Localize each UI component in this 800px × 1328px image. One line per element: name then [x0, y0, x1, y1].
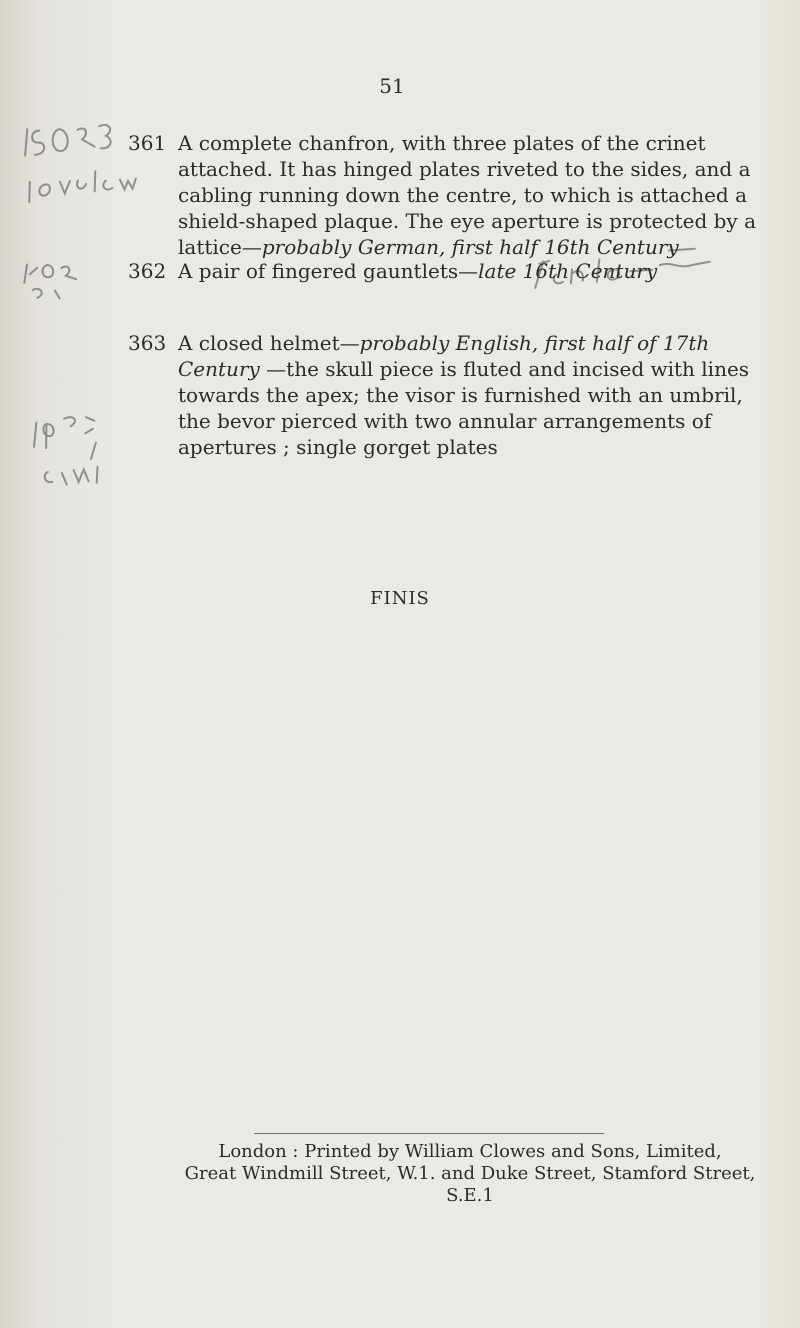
- lot-entry: [128, 130, 768, 260]
- lot-entry: [128, 258, 768, 284]
- handwritten-annotation: [23, 397, 129, 494]
- lot-entry: [128, 330, 768, 460]
- lot-number: 362: [128, 259, 167, 283]
- page-number: 51: [379, 74, 405, 98]
- lot-description: A closed helmet—probably English, first half of 17th Century —the skull piece is fluted and incised with lines towards the apex; the visor is furnished with an umbril, the bevor pierced with two annular arrangements of apertures ; single gorget plates: [178, 331, 750, 459]
- printer-imprint-line-1: London : Printed by William Clowes and Sons, Limited,: [218, 1141, 722, 1162]
- finis-label: FINIS: [370, 588, 430, 609]
- handwritten-annotation: [19, 114, 132, 162]
- divider: [254, 1133, 604, 1134]
- printer-imprint-line-2: Great Windmill Street, W.1. and Duke Street, Stamford Street, S.E.1: [184, 1163, 756, 1206]
- lot-description: A pair of fingered gauntlets—late 16th Century: [178, 259, 658, 283]
- lot-description: A complete chanfron, with three plates of the crinet attached. It has hinged plates riveted to the sides, and a cabling running down the centre, to which is attached a shield-shaped plaque. The eye aperture is protected by a lattice—probably German, first half 16th Century: [178, 131, 757, 259]
- handwritten-annotation: [19, 158, 151, 207]
- lot-number: 361: [128, 131, 167, 155]
- handwritten-annotation: [16, 249, 109, 305]
- lot-number: 363: [128, 331, 167, 355]
